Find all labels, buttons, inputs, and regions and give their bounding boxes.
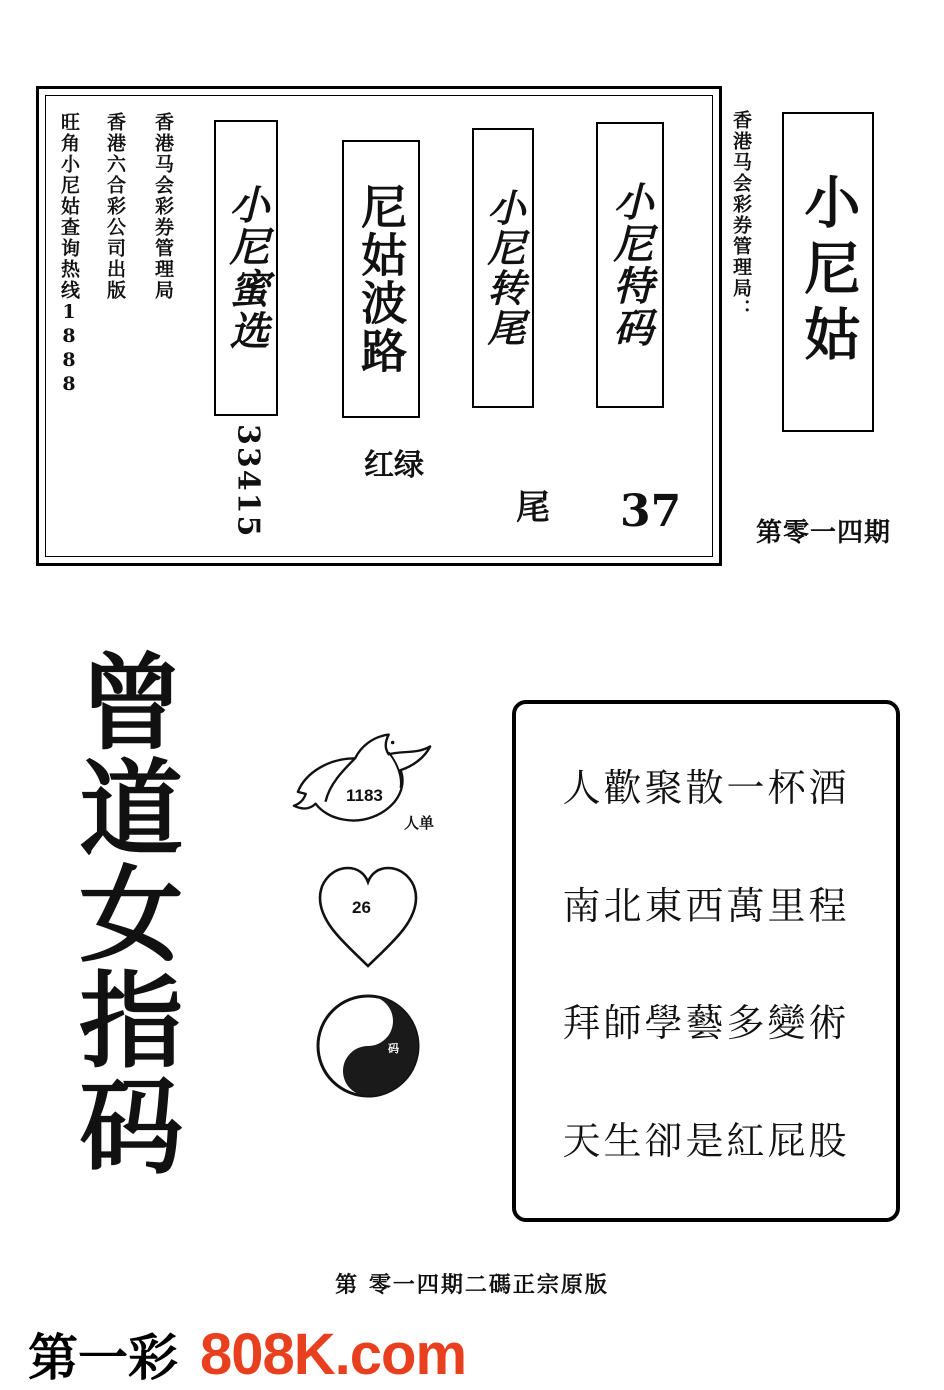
box-bolu-label: 尼姑波路 bbox=[354, 183, 409, 375]
footer-brand bbox=[0, 1320, 944, 1388]
heart-number: 26 bbox=[352, 898, 371, 917]
box-brand-title bbox=[782, 112, 874, 432]
footer-brand-url[interactable]: 808K.com bbox=[200, 1321, 467, 1387]
box-mixuan-label: 小尼蜜选 bbox=[223, 184, 270, 352]
period-label: 第零一四期 bbox=[756, 518, 892, 548]
poem-line: 南北東西萬里程 bbox=[562, 883, 850, 928]
dove-label: 人单 bbox=[404, 815, 435, 832]
box-bolu bbox=[342, 140, 420, 418]
poem-box bbox=[512, 700, 900, 1222]
box-tema bbox=[596, 122, 664, 408]
box-tema-label: 小尼特码 bbox=[607, 181, 654, 349]
dove-number: 1183 bbox=[346, 786, 383, 805]
bureau-column: 香港马会彩券管理局 bbox=[151, 112, 174, 301]
yinyang-sub-label: 码 bbox=[388, 1043, 399, 1055]
value-zhuanwei: 尾 bbox=[516, 488, 550, 528]
value-mixuan bbox=[232, 424, 264, 546]
page-title-text: 曾道女指码 bbox=[61, 648, 185, 1178]
hotline-column: 旺角小尼姑查询热线1888 bbox=[57, 112, 80, 397]
publisher-column: 香港六合彩公司出版 bbox=[103, 112, 126, 301]
yinyang-number: 07 bbox=[358, 1028, 381, 1050]
poem-line: 拜師學藝多變術 bbox=[562, 1001, 850, 1046]
footer-brand-cn: 第一彩 bbox=[28, 1328, 178, 1387]
value-mixuan-text: 33415 bbox=[230, 424, 266, 539]
poem-line: 人歡聚散一杯酒 bbox=[562, 766, 850, 811]
value-bolu: 红绿 bbox=[364, 448, 424, 483]
dove-icon bbox=[286, 706, 444, 856]
box-zhuanwei bbox=[472, 128, 534, 408]
box-mixuan bbox=[214, 120, 278, 416]
page-title bbox=[61, 648, 228, 1195]
value-tema: 37 bbox=[620, 486, 682, 537]
box-brand-label: 小尼姑 bbox=[795, 173, 862, 371]
caption: 第 零一四期二碼正宗原版 bbox=[335, 1272, 609, 1298]
box-zhuanwei-label: 小尼转尾 bbox=[480, 188, 526, 348]
poem-line: 天生卻是紅屁股 bbox=[562, 1118, 850, 1163]
right-bureau-column: 香港马会彩券管理局： bbox=[729, 110, 752, 320]
